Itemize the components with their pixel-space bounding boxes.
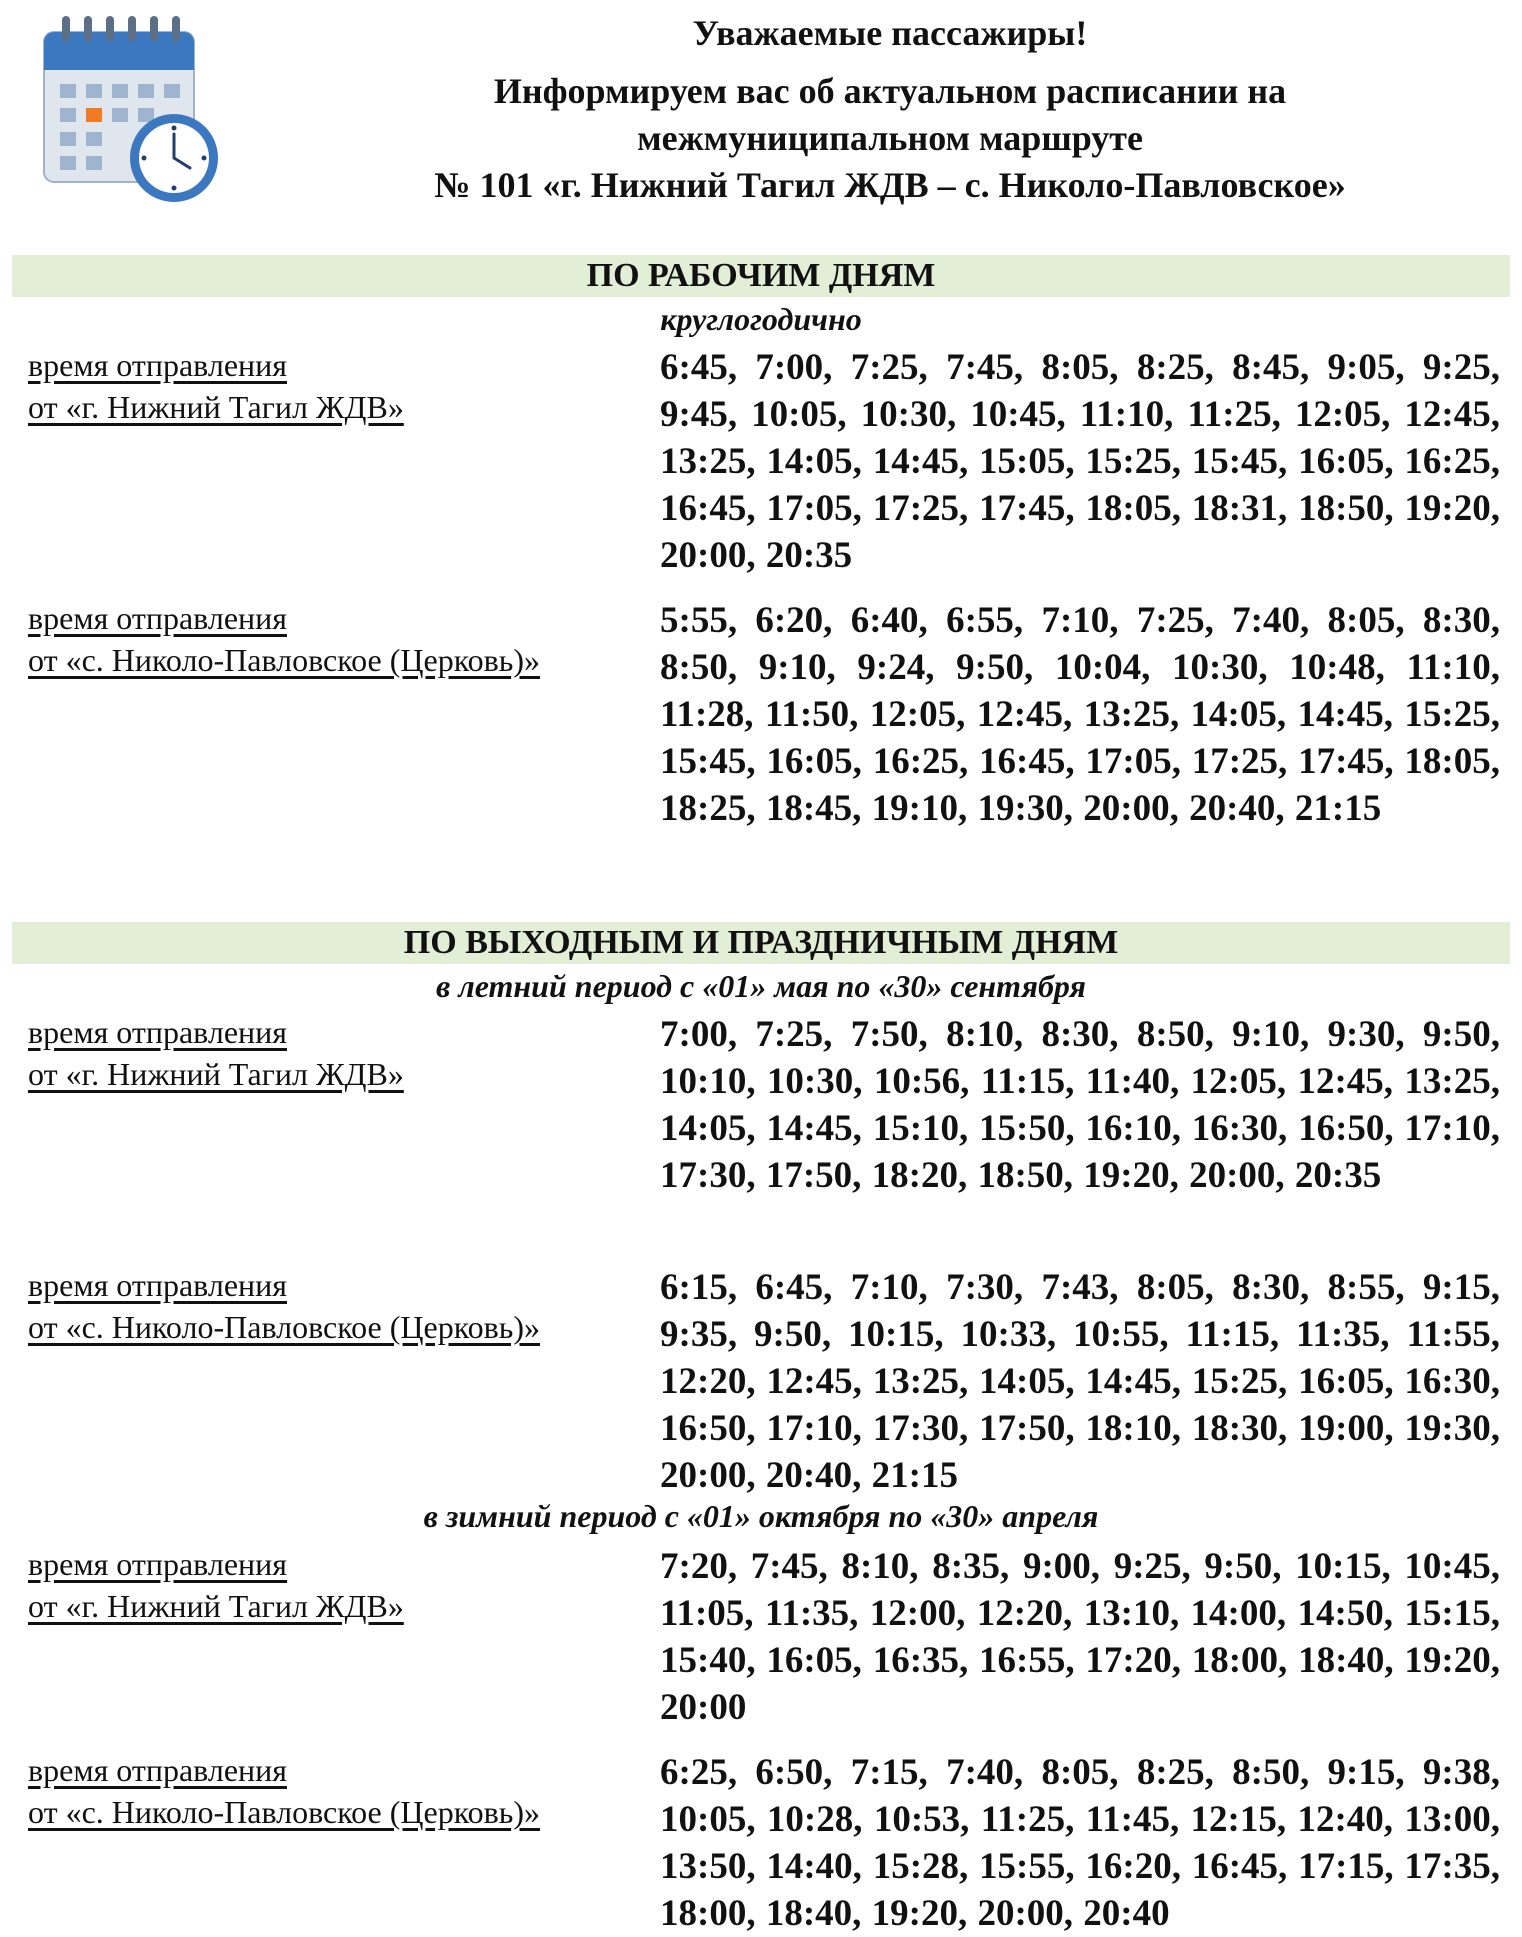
departure-label bbox=[28, 1264, 540, 1348]
section-title-weekdays: ПО РАБОЧИМ ДНЯМ bbox=[12, 255, 1510, 297]
section-title-weekends: ПО ВЫХОДНЫМ И ПРАЗДНИЧНЫМ ДНЯМ bbox=[12, 922, 1510, 964]
period-summer: в летний период с «01» мая по «30» сентября bbox=[436, 968, 1086, 1004]
intro-line-1: Информируем вас об актуальном расписании на bbox=[493, 71, 1287, 111]
intro-text bbox=[330, 68, 1450, 209]
label-line-2: от «г. Нижний Тагил ЖДВ» bbox=[28, 1588, 404, 1624]
title-block bbox=[330, 8, 1450, 209]
label-line-2: от «с. Николо-Павловское (Церковь)» bbox=[28, 1794, 540, 1830]
label-line-2: от «г. Нижний Тагил ЖДВ» bbox=[28, 389, 404, 425]
departure-label bbox=[28, 1543, 404, 1627]
period-winter: в зимний период с «01» октября по «30» апреля bbox=[423, 1498, 1099, 1534]
period-weekdays: круглогодично bbox=[660, 301, 862, 337]
departure-label bbox=[28, 1749, 540, 1833]
departure-label bbox=[28, 597, 540, 681]
intro-line-3: № 101 «г. Нижний Тагил ЖДВ – с. Николо-Павловское» bbox=[434, 165, 1346, 205]
departure-times: 6:15, 6:45, 7:10, 7:30, 7:43, 8:05, 8:30, 8:55, 9:15, 9:35, 9:50, 10:15, 10:33, 10:55, 11:15, 11:35, 11:55, 12:20, 12:45, 13:25, 14:05, 14:45, 15:25, 16:05, 16:30, 16:50, 17:10, 17:30, 17:50, 18:10, 18:30, 19:00, 19:30, 20:00, 20:40, 21:15 bbox=[660, 1267, 1500, 1496]
label-line-2: от «с. Николо-Павловское (Церковь)» bbox=[28, 642, 540, 678]
label-line-1: время отправления bbox=[28, 600, 287, 636]
label-line-1: время отправления bbox=[28, 1014, 287, 1050]
departure-times: 7:00, 7:25, 7:50, 8:10, 8:30, 8:50, 9:10, 9:30, 9:50, 10:10, 10:30, 10:56, 11:15, 11:40, 12:05, 12:45, 13:25, 14:05, 14:45, 15:10, 15:50, 16:10, 16:30, 16:50, 17:10, 17:30, 17:50, 18:20, 18:50, 19:20, 20:00, 20:35 bbox=[660, 1014, 1500, 1196]
label-line-2: от «г. Нижний Тагил ЖДВ» bbox=[28, 1056, 404, 1092]
label-line-1: время отправления bbox=[28, 1752, 287, 1788]
label-line-2: от «с. Николо-Павловское (Церковь)» bbox=[28, 1309, 540, 1345]
departure-label bbox=[28, 1011, 404, 1095]
label-line-1: время отправления bbox=[28, 1546, 287, 1582]
calendar-clock-icon bbox=[38, 10, 228, 206]
departure-label bbox=[28, 344, 404, 428]
label-line-1: время отправления bbox=[28, 347, 287, 383]
departure-times: 7:20, 7:45, 8:10, 8:35, 9:00, 9:25, 9:50, 10:15, 10:45, 11:05, 11:35, 12:00, 12:20, 13:10, 14:00, 14:50, 15:15, 15:40, 16:05, 16:35, 16:55, 17:20, 18:00, 18:40, 19:20, 20:00 bbox=[660, 1546, 1500, 1728]
header bbox=[0, 0, 1522, 230]
departure-times: 6:45, 7:00, 7:25, 7:45, 8:05, 8:25, 8:45, 9:05, 9:25, 9:45, 10:05, 10:30, 10:45, 11:10, 11:25, 12:05, 12:45, 13:25, 14:05, 14:45, 15:05, 15:25, 15:45, 16:05, 16:25, 16:45, 17:05, 17:25, 17:45, 18:05, 18:31, 18:50, 19:20, 20:00, 20:35 bbox=[660, 347, 1500, 576]
intro-line-2: межмуниципальном маршруте bbox=[637, 118, 1143, 158]
departure-times: 5:55, 6:20, 6:40, 6:55, 7:10, 7:25, 7:40, 8:05, 8:30, 8:50, 9:10, 9:24, 9:50, 10:04, 10:30, 10:48, 11:10, 11:28, 11:50, 12:05, 12:45, 13:25, 14:05, 14:45, 15:25, 15:45, 16:05, 16:25, 16:45, 17:05, 17:25, 17:45, 18:05, 18:25, 18:45, 19:10, 19:30, 20:00, 20:40, 21:15 bbox=[660, 600, 1500, 829]
departure-times: 6:25, 6:50, 7:15, 7:40, 8:05, 8:25, 8:50, 9:15, 9:38, 10:05, 10:28, 10:53, 11:25, 11:45, 12:15, 12:40, 13:00, 13:50, 14:40, 15:28, 15:55, 16:20, 16:45, 17:15, 17:35, 18:00, 18:40, 19:20, 20:00, 20:40 bbox=[660, 1752, 1500, 1934]
label-line-1: время отправления bbox=[28, 1267, 287, 1303]
greeting: Уважаемые пассажиры! bbox=[692, 13, 1088, 53]
